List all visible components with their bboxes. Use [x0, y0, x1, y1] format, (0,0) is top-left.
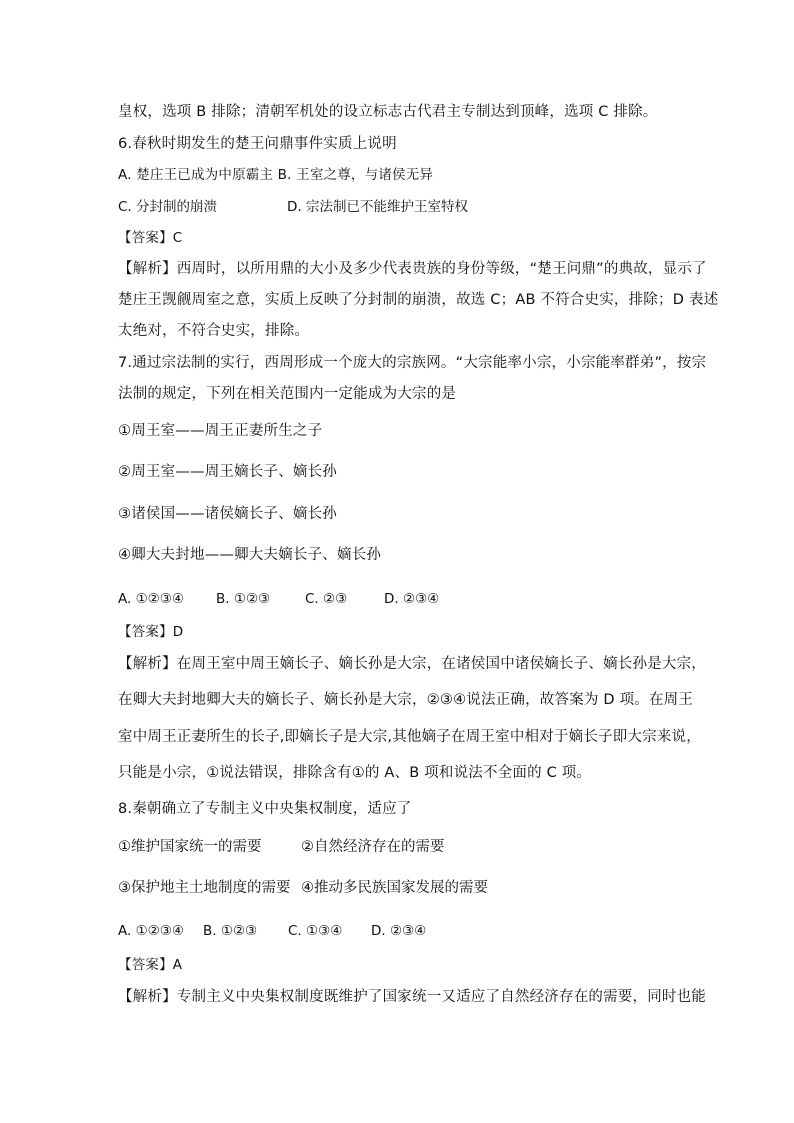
question-7-answer: 【答案】D: [118, 624, 184, 640]
text-line: 楚庄王觊觎周室之意，实质上反映了分封制的崩溃，故选 C；AB 不符合史实，排除；D 表述: [118, 292, 719, 308]
question-7-item-1: ①周王室——周王正妻所生之子: [118, 423, 323, 439]
question-6-options-ab: A. 楚庄王已成为中原霸主 B. 王室之尊，与诸侯无异: [118, 167, 434, 183]
question-7-analysis: 【解析】在周王室中周王嫡长子、嫡长孙是大宗，在诸侯国中诸侯嫡长子、嫡长孙是大宗，: [118, 656, 706, 672]
question-8-item-1: ①维护国家统一的需要: [118, 839, 262, 855]
question-7-stem: 7.通过宗法制的实行，西周形成一个庞大的宗族网。“大宗能率小宗，小宗能率群弟”，按宗: [118, 355, 707, 371]
question-7-option-d: D. ②③④: [384, 591, 440, 607]
question-7-option-a: A. ①②③④: [118, 591, 184, 607]
text-line: 法制的规定，下列在相关范围内一定能成为大宗的是: [118, 386, 457, 402]
question-7-item-2: ②周王室——周王嫡长子、嫡长孙: [118, 464, 337, 480]
text-line: 太绝对，不符合史实，排除。: [118, 323, 310, 339]
question-7-item-3: ③诸侯国——诸侯嫡长子、嫡长孙: [118, 506, 337, 522]
question-6-stem: 6.春秋时期发生的楚王问鼎事件实质上说明: [118, 136, 397, 152]
question-8-item-4: ④推动多民族国家发展的需要: [301, 880, 488, 896]
question-8-option-a: A. ①②③④: [118, 923, 184, 939]
question-8-option-b: B. ①②③: [203, 923, 258, 939]
text-line: 只能是小宗，①说法错误，排除含有①的 A、B 项和说法不全面的 C 项。: [118, 765, 592, 781]
question-7-option-c: C. ②③: [305, 591, 348, 607]
text-line: 皇权，选项 B 排除；清朝军机处的设立标志古代君主专制达到顶峰，选项 C 排除。: [118, 104, 658, 120]
question-6-option-d: D. 宗法制已不能维护王室特权: [287, 199, 468, 215]
question-7-item-4: ④卿大夫封地——卿大夫嫡长子、嫡长孙: [118, 547, 382, 563]
question-7-option-b: B. ①②③: [216, 591, 271, 607]
question-6-answer: 【答案】C: [118, 230, 183, 246]
question-8-option-c: C. ①③④: [288, 923, 343, 939]
text-line: 室中周王正妻所生的长子,即嫡长子是大宗,其他嫡子在周王室中相对于嫡长子即大宗来说，: [118, 729, 701, 745]
question-6-analysis: 【解析】西周时，以所用鼎的大小及多少代表贵族的身份等级，“楚王问鼎”的典故，显示了: [118, 261, 707, 277]
text-line: 在卿大夫封地卿大夫的嫡长子、嫡长孙是大宗，②③④说法正确，故答案为 D 项。在周王: [118, 692, 694, 708]
question-8-stem: 8.秦朝确立了专制主义中央集权制度，适应了: [118, 801, 412, 817]
question-8-item-2: ②自然经济存在的需要: [301, 839, 445, 855]
question-6-option-c: C. 分封制的崩溃: [118, 199, 218, 215]
question-8-answer: 【答案】A: [118, 957, 183, 973]
question-8-option-d: D. ②③④: [371, 923, 427, 939]
question-8-item-3: ③保护地主土地制度的需要: [118, 880, 291, 896]
question-8-analysis: 【解析】专制主义中央集权制度既维护了国家统一又适应了自然经济存在的需要，同时也能: [118, 989, 706, 1005]
